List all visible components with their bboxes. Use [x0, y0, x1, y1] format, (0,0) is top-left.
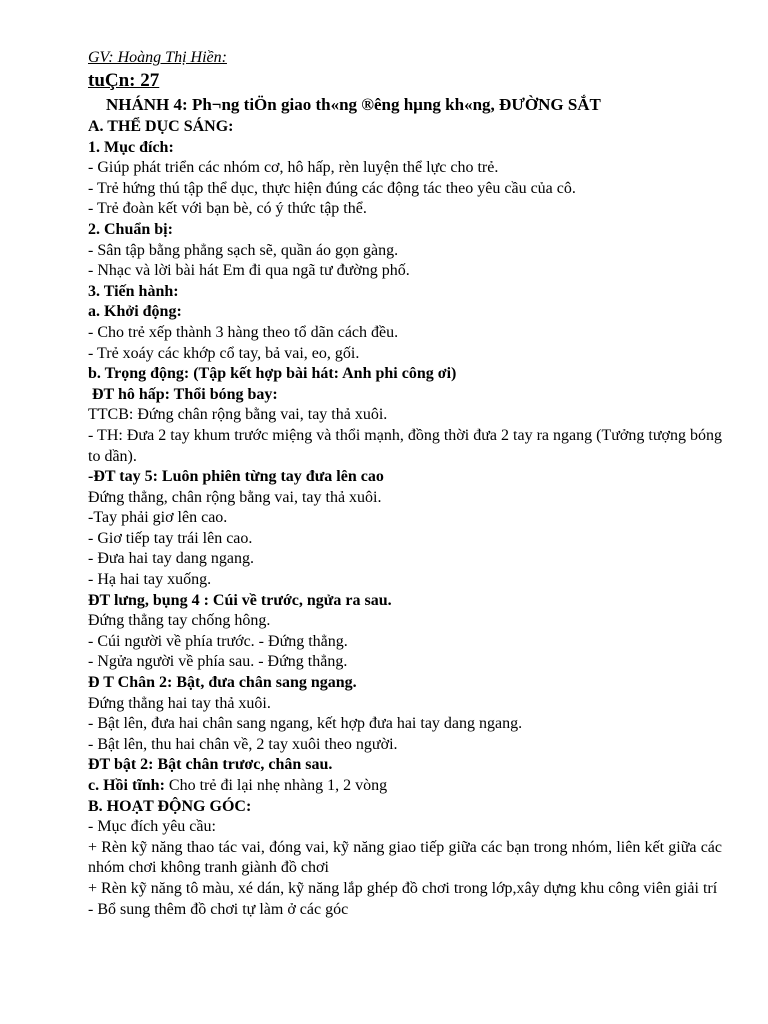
section-a-title: A. THỂ DỤC SÁNG:: [88, 118, 234, 135]
purpose-item: - Trẻ hứng thú tập thể dục, thực hiện đúng các động tác theo yêu cầu của cô.: [88, 179, 576, 197]
waist-item: - Cúi người về phía trước. - Đứng thẳng.: [88, 632, 348, 650]
corner-item: + Rèn kỹ năng tô màu, xé dán, kỹ năng lắp ghép đồ chơi trong lớp,xây dựng khu công viên giải trí: [88, 879, 718, 897]
waist-exercise-heading: ĐT lưng, bụng 4 : Cúi về trước, ngửa ra sau.: [88, 591, 392, 609]
purpose-item: - Giúp phát triển các nhóm cơ, hô hấp, rèn luyện thể lực cho trẻ.: [88, 159, 499, 177]
leg-item: - Bật lên, thu hai chân về, 2 tay xuôi theo người.: [88, 735, 398, 753]
warmup-item: - Trẻ xoáy các khớp cổ tay, bả vai, eo, gối.: [88, 344, 360, 362]
purpose-item: - Trẻ đoàn kết với bạn bè, có ý thức tập thể.: [88, 200, 367, 218]
week-number: tuÇn: 27: [88, 70, 160, 91]
cooldown-label: c. Hồi tĩnh:: [88, 777, 165, 794]
document-page: [88, 47, 722, 920]
arm-item: - Hạ hai tay xuống.: [88, 571, 212, 589]
warmup-heading: a. Khởi động:: [88, 303, 182, 321]
corner-item: - Mục đích yêu cầu:: [88, 818, 216, 836]
breathing-item: TTCB: Đứng chân rộng bằng vai, tay thả xuôi.: [88, 406, 388, 424]
arm-item: - Giơ tiếp tay trái lên cao.: [88, 529, 253, 547]
jump-exercise-heading: ĐT bật 2: Bật chân trươc, chân sau.: [88, 756, 333, 774]
leg-item: - Bật lên, đưa hai chân sang ngang, kết hợp đưa hai tay dang ngang.: [88, 715, 523, 733]
breathing-instruction: - TH: Đưa 2 tay khum trước miệng và thổi mạnh, đồng thời đưa 2 tay ra ngang (Tưởng tượng bóng to dần).: [88, 426, 722, 465]
waist-item: - Ngửa người về phía sau. - Đứng thẳng.: [88, 653, 348, 671]
warmup-item: - Cho trẻ xếp thành 3 hàng theo tổ dãn cách đều.: [88, 323, 399, 341]
cooldown-text: Cho trẻ đi lại nhẹ nhàng 1, 2 vòng: [164, 777, 388, 794]
section-b-title: B. HOẠT ĐỘNG GÓC:: [88, 797, 252, 815]
branch-title: NHÁNH 4: Ph¬ng tiÖn giao th«ng ®êng hµng kh«ng, ĐƯỜNG SẮT: [106, 95, 601, 114]
leg-exercise-heading: Đ T Chân 2: Bật, đưa chân sang ngang.: [88, 674, 357, 692]
arm-exercise-heading: -ĐT tay 5: Luôn phiên từng tay đưa lên cao: [88, 468, 384, 486]
prep-item: - Nhạc và lời bài hát Em đi qua ngã tư đường phố.: [88, 262, 410, 280]
main-exercise-heading: b. Trọng động: (Tập kết hợp bài hát: Anh phi công ơi): [88, 365, 457, 383]
corner-item: - Bổ sung thêm đồ chơi tự làm ở các góc: [88, 900, 349, 918]
leg-item: Đứng thẳng hai tay thả xuôi.: [88, 694, 271, 712]
waist-item: Đứng thẳng tay chống hông.: [88, 612, 271, 630]
prep-item: - Sân tập bằng phẳng sạch sẽ, quần áo gọn gàng.: [88, 241, 399, 259]
breathing-heading: ĐT hô hấp: Thổi bóng bay:: [88, 385, 278, 403]
teacher-name: GV: Hoàng Thị Hiền:: [88, 49, 227, 66]
purpose-heading: 1. Mục đích:: [88, 138, 174, 156]
arm-item: -Tay phải giơ lên cao.: [88, 509, 228, 527]
process-heading: 3. Tiến hành:: [88, 282, 179, 300]
corner-item: + Rèn kỹ năng thao tác vai, đóng vai, kỹ năng giao tiếp giữa các bạn trong nhóm, liên kết giữa các nhóm chơi không tranh giành đồ chơi: [88, 838, 722, 877]
cooldown-line: [88, 776, 722, 797]
arm-item: - Đưa hai tay dang ngang.: [88, 550, 254, 568]
prep-heading: 2. Chuẩn bị:: [88, 220, 173, 238]
arm-item: Đứng thẳng, chân rộng bằng vai, tay thả xuôi.: [88, 488, 382, 506]
